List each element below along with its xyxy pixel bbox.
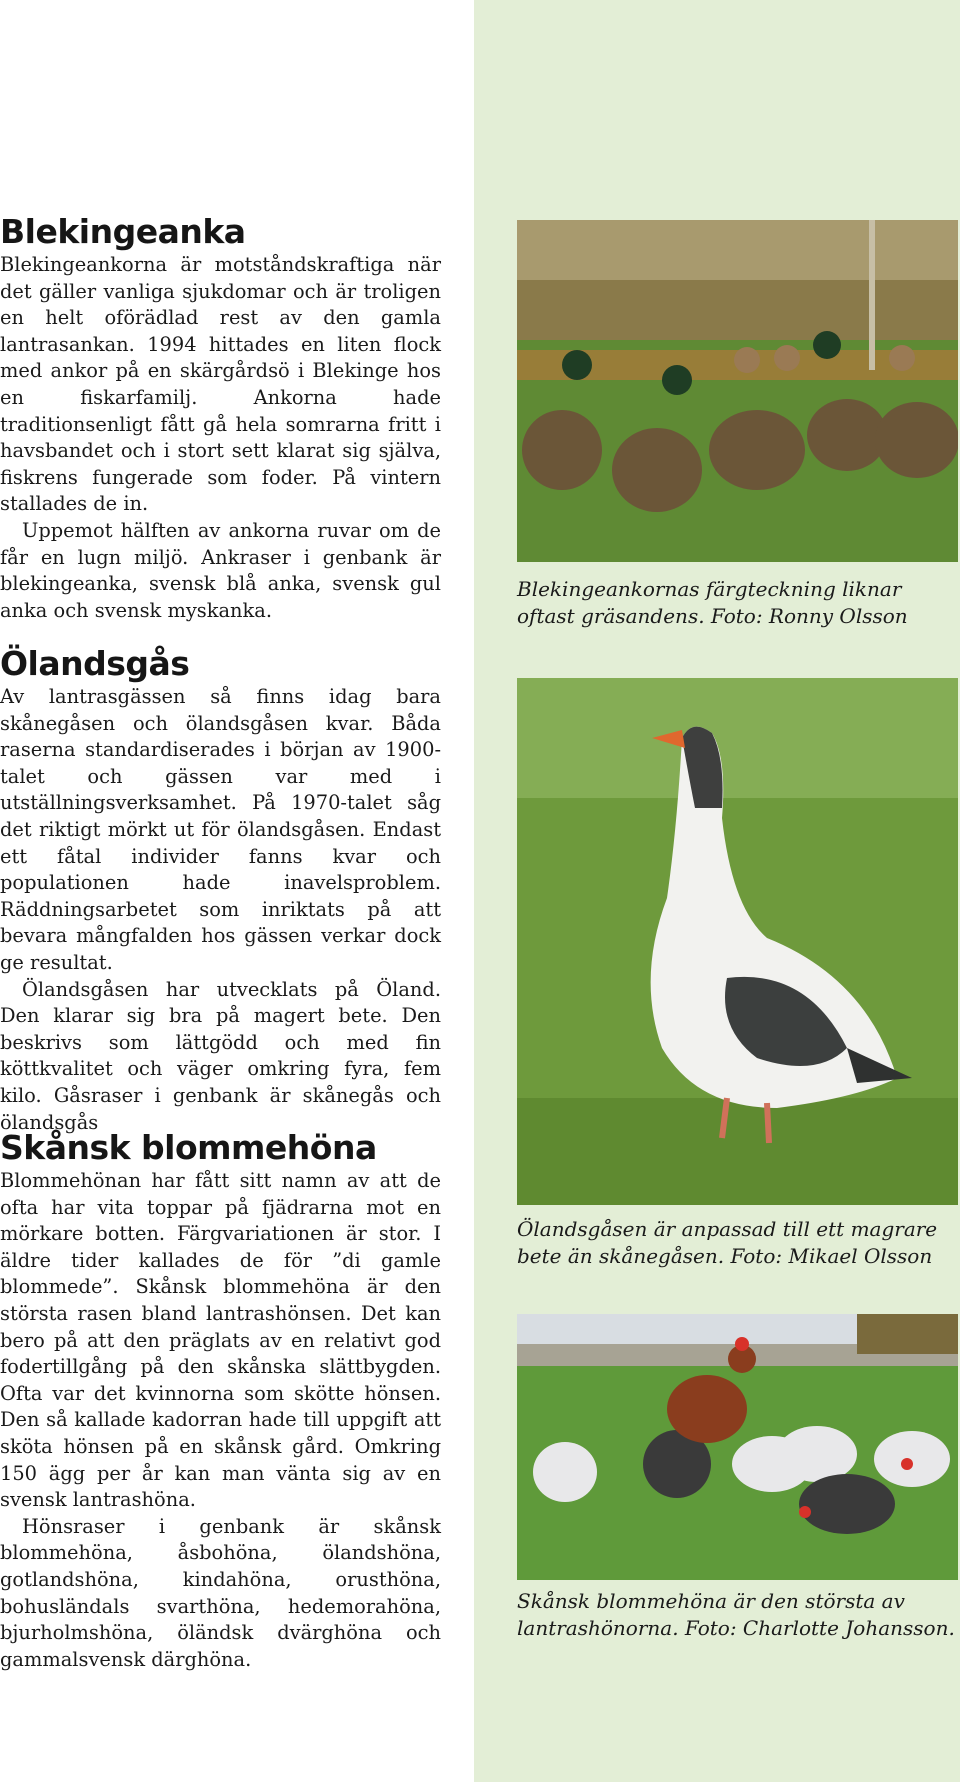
section-title: Blekingeanka [0,212,246,251]
duck-caption: Blekingeankornas färgteckning liknar oftast gräsandens. Foto: Ronny Olsson [517,577,908,628]
paragraph: Blommehönan har fått sitt namn av att de ofta har vita toppar på fjädrarna mot en mörkare botten. Färgvariationen är stor. I äldre tider kallades de för ”di gamle blommede”. Skånsk blommehöna är den största rasen bland lantrashönsen. Det kan bero på att den präglats av en relativt god fodertillgång på den skånska slättbygden. Ofta var det kvinnorna som skötte hönsen. Den så kallade kadorran hade till uppgift att sköta hönsen på en skånsk gård. Omkring 150 ägg per år kan man vänta sig av en svensk lantrashöna. [0,1169,441,1512]
paragraph: Blekingeankorna är motståndskraftiga när det gäller vanliga sjukdomar och är troligen en helt oförädlad rest av den gamla lantrasankan. 1994 hittades en liten flock med ankor på en skärgårdsö i Blekinge hos en fiskarfamilj. Ankorna hade traditionsenligt fått gå hela somrarna fritt i havsbandet och i stort sett klarat sig själva, fiskrens fungerade som foder. På vintern stallades de in. [0,253,441,516]
paragraph: Av lantrasgässen så finns idag bara skånegåsen och ölandsgåsen kvar. Båda raserna standardiserades i början av 1900-talet och gässen var med i utställningsverksamhet. På 1970-talet såg det riktigt mörkt ut för ölandsgåsen. Endast ett fåtal individer fanns kvar och populationen hade inavelsproblem. Räddningsarbetet som inriktats på att bevara mångfalden hos gässen verkar dock ge resultat. [0,685,441,974]
section-title: Ölandsgås [0,644,190,683]
section-blekingeanka [0,212,441,624]
section-skansk-blommehona [0,1128,441,1673]
hens-photo [517,1314,958,1580]
paragraph: Ölandsgåsen har utvecklats på Öland. Den klarar sig bra på magert bete. Den beskrivs som lättgödd och med fin köttkvalitet och väger omkring fyra, fem kilo. Gåsraser i genbank är skånegås och ölandsgås [0,977,441,1134]
section-olandsgas [0,644,441,1136]
goose-photo [517,678,958,1205]
paragraph: Hönsraser i genbank är skånsk blommehöna, åsbohöna, ölandshöna, gotlandshöna, kindahöna, orusthöna, bohusländals svarthöna, hedemorahöna, bjurholmshöna, öländsk dvärghöna och gammalsvensk därghöna. [0,1514,441,1671]
section-title: Skånsk blommehöna [0,1128,377,1167]
hens-caption: Skånsk blommehöna är den största av lantrashönorna. Foto: Charlotte Johansson. [517,1589,955,1640]
paragraph: Uppemot hälften av ankorna ruvar om de får en lugn miljö. Ankraser i genbank är blekingeanka, svensk blå anka, svensk gul anka och svensk myskanka. [0,518,441,622]
duck-photo [517,220,958,562]
goose-caption: Ölandsgåsen är anpassad till ett magrare bete än skånegåsen. Foto: Mikael Olsson [517,1217,938,1268]
